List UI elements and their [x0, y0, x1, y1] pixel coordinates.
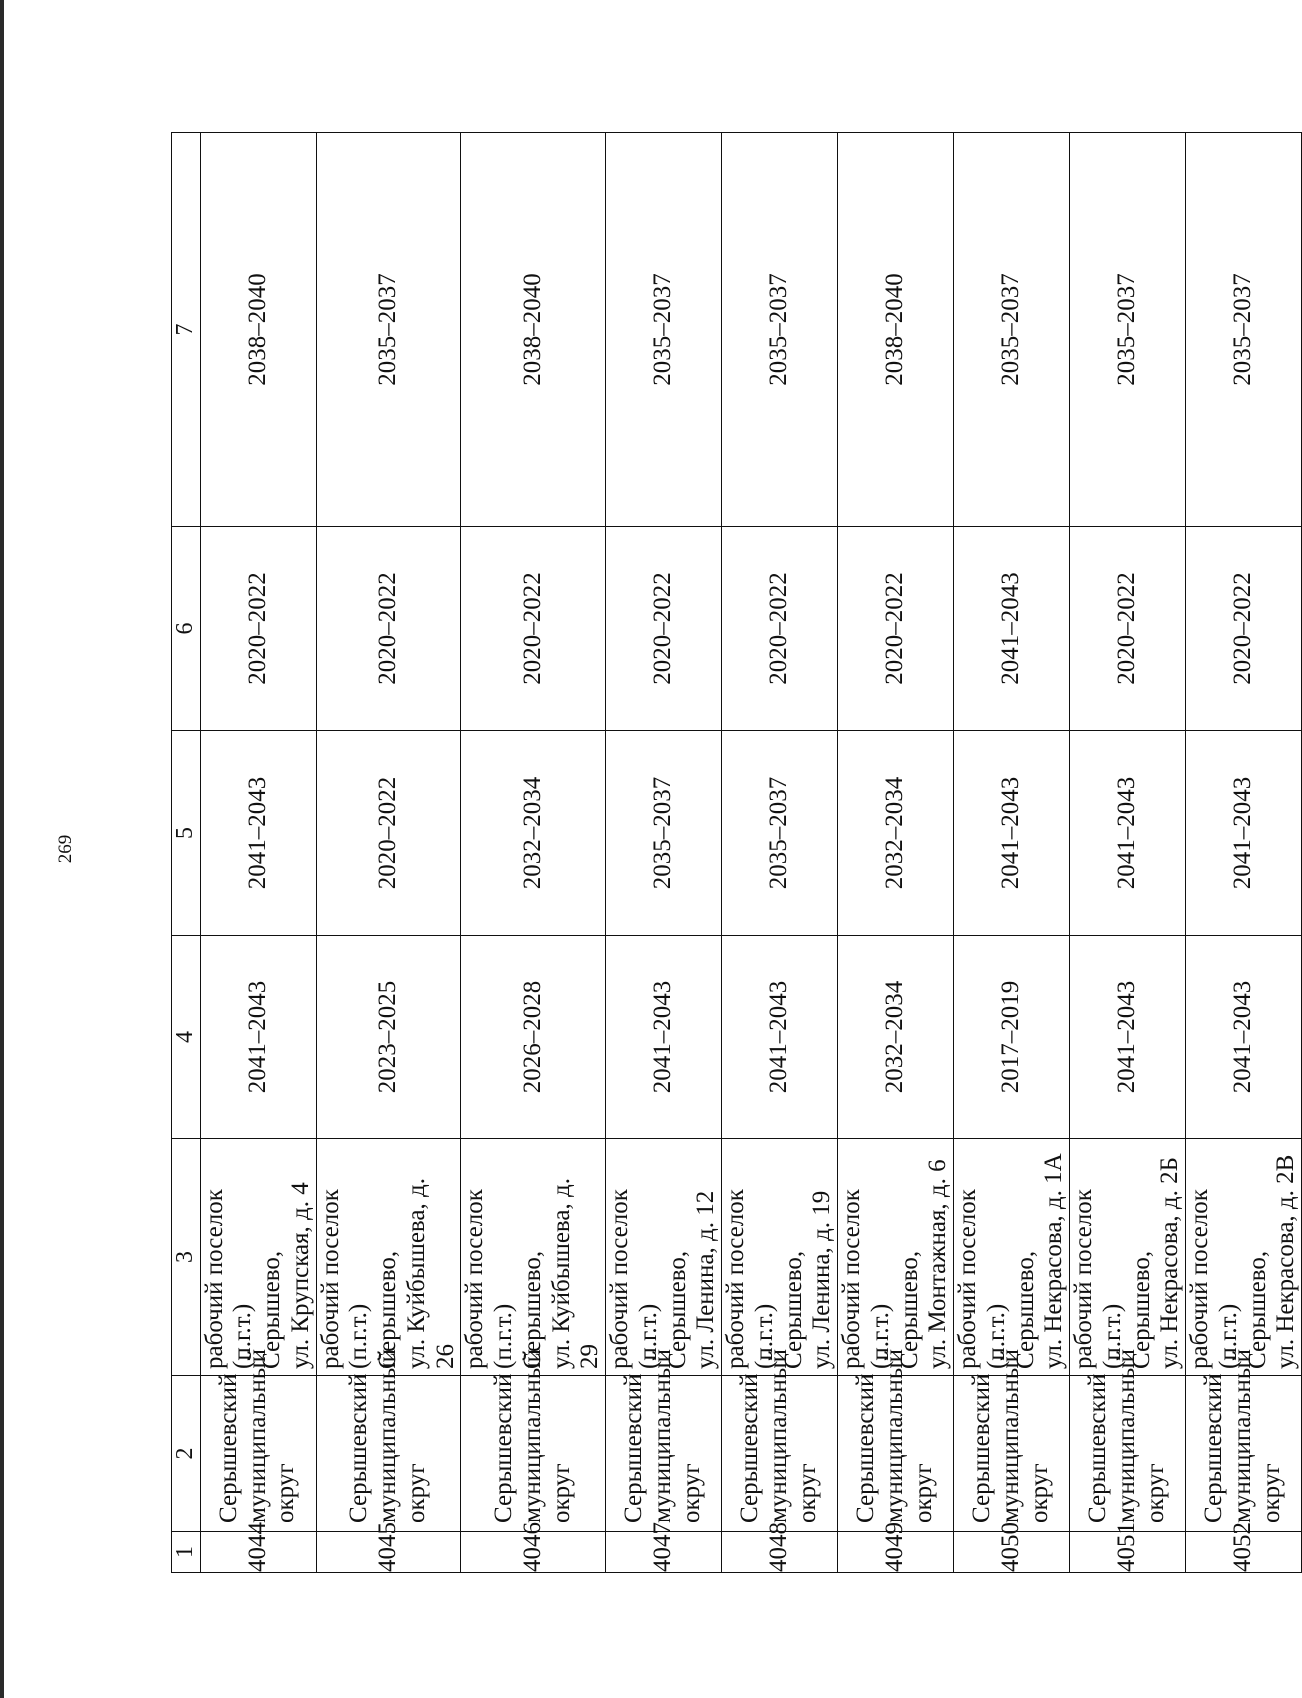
- district-line: округ: [547, 1463, 575, 1523]
- district-line: округ: [1257, 1463, 1285, 1523]
- address-line: Серышево,: [374, 1250, 402, 1369]
- district-line: округ: [909, 1463, 937, 1523]
- period-cell-7: 2035–2037: [722, 133, 838, 527]
- period-cell-5: 2041–2043: [954, 731, 1070, 936]
- district-line: муниципальный: [649, 1349, 677, 1523]
- district-line: Серышевский: [1084, 1373, 1112, 1523]
- period-cell-5: 2041–2043: [1186, 731, 1302, 936]
- district-line: муниципальный: [374, 1349, 402, 1523]
- district-line: Серышевский: [1200, 1373, 1228, 1523]
- district-line: муниципальный: [243, 1349, 271, 1523]
- address-line: рабочий поселок (п.г.т.): [1070, 1189, 1126, 1369]
- address-cell: [316, 1139, 461, 1376]
- district-cell: [722, 1349, 838, 1532]
- district-cell: [316, 1349, 461, 1532]
- period-cell-6: 2041–2043: [954, 527, 1070, 731]
- header-cell-2: 2: [172, 1376, 201, 1532]
- district-line: муниципальный: [518, 1349, 546, 1523]
- district-cell: [1070, 1349, 1186, 1532]
- address-line: Серышево,: [518, 1250, 546, 1369]
- district-line: муниципальный: [1229, 1349, 1257, 1523]
- row-number: 4052: [1186, 1532, 1302, 1573]
- address-line: рабочий поселок (п.г.т.): [1186, 1189, 1242, 1369]
- district-line: Серышевский: [345, 1373, 373, 1523]
- address-line: рабочий поселок (п.г.т.): [606, 1189, 662, 1369]
- address-line: ул. Куйбышева, д. 26: [402, 1178, 459, 1369]
- period-cell-7: 2035–2037: [1070, 133, 1186, 527]
- table-row: [722, 133, 838, 1573]
- address-line: ул. Некрасова, д. 2В: [1272, 1154, 1300, 1369]
- period-cell-6: 2020–2022: [606, 527, 722, 731]
- period-cell-4: 2026–2028: [461, 936, 606, 1139]
- table-row: [461, 133, 606, 1573]
- period-cell-7: 2035–2037: [316, 133, 461, 527]
- address-line: рабочий поселок (п.г.т.): [316, 1189, 373, 1369]
- address-line: рабочий поселок (п.г.т.): [722, 1189, 778, 1369]
- address-line: рабочий поселок (п.г.т.): [461, 1189, 518, 1369]
- district-cell: [200, 1349, 316, 1532]
- district-cell: [606, 1349, 722, 1532]
- district-line: округ: [272, 1463, 300, 1523]
- address-line: ул. Ленина, д. 19: [808, 1190, 836, 1369]
- table-row: [1070, 133, 1186, 1573]
- period-cell-4: 2017–2019: [954, 936, 1070, 1139]
- period-cell-4: 2041–2043: [200, 936, 316, 1139]
- schedule-table: [171, 132, 1302, 1573]
- header-cell-5: 5: [172, 731, 201, 936]
- district-line: Серышевский: [736, 1373, 764, 1523]
- scan-edge: [0, 0, 4, 1698]
- period-cell-7: 2035–2037: [1186, 133, 1302, 527]
- address-line: Серышево,: [663, 1250, 691, 1369]
- address-line: ул. Куйбышева, д. 29: [547, 1178, 604, 1369]
- address-cell: [954, 1139, 1070, 1376]
- district-line: муниципальный: [765, 1349, 793, 1523]
- address-line: рабочий поселок (п.г.т.): [200, 1189, 257, 1369]
- address-cell: [838, 1139, 954, 1376]
- address-line: ул. Крупская, д. 4: [286, 1182, 314, 1369]
- table-row: [606, 133, 722, 1573]
- table-row: [838, 133, 954, 1573]
- row-number: 4044: [200, 1532, 316, 1573]
- address-line: Серышево,: [1127, 1250, 1155, 1369]
- period-cell-5: 2035–2037: [606, 731, 722, 936]
- address-cell: [722, 1139, 838, 1376]
- address-cell: [1070, 1139, 1186, 1376]
- district-line: муниципальный: [1113, 1349, 1141, 1523]
- address-line: Серышево,: [258, 1250, 286, 1369]
- district-line: округ: [677, 1463, 705, 1523]
- header-cell-3: 3: [172, 1139, 201, 1376]
- header-cell-1: 1: [172, 1532, 201, 1573]
- address-line: ул. Ленина, д. 12: [692, 1190, 720, 1369]
- table-row: [954, 133, 1070, 1573]
- district-line: Серышевский: [620, 1373, 648, 1523]
- period-cell-4: 2041–2043: [606, 936, 722, 1139]
- page-number: 269: [55, 834, 76, 864]
- district-cell: [1186, 1349, 1302, 1532]
- row-number: 4045: [316, 1532, 461, 1573]
- address-cell: [1186, 1139, 1302, 1376]
- rotated-table-wrapper: [171, 133, 1300, 1573]
- period-cell-4: 2041–2043: [722, 936, 838, 1139]
- period-cell-6: 2020–2022: [722, 527, 838, 731]
- period-cell-7: 2038–2040: [461, 133, 606, 527]
- period-cell-6: 2020–2022: [316, 527, 461, 731]
- table-row: [316, 133, 461, 1573]
- period-cell-4: 2032–2034: [838, 936, 954, 1139]
- district-cell: [954, 1349, 1070, 1532]
- header-cell-7: 7: [172, 133, 201, 527]
- address-line: Серышево,: [1243, 1250, 1271, 1369]
- district-line: Серышевский: [490, 1373, 518, 1523]
- period-cell-7: 2035–2037: [954, 133, 1070, 527]
- period-cell-5: 2041–2043: [200, 731, 316, 936]
- address-line: рабочий поселок (п.г.т.): [954, 1189, 1010, 1369]
- district-line: Серышевский: [852, 1373, 880, 1523]
- address-cell: [200, 1139, 316, 1376]
- district-line: округ: [793, 1463, 821, 1523]
- period-cell-4: 2041–2043: [1186, 936, 1302, 1139]
- district-line: муниципальный: [997, 1349, 1025, 1523]
- district-line: Серышевский: [968, 1373, 996, 1523]
- address-line: ул. Некрасова, д. 2Б: [1156, 1156, 1184, 1369]
- row-number: 4048: [722, 1532, 838, 1573]
- period-cell-6: 2020–2022: [1070, 527, 1186, 731]
- period-cell-5: 2032–2034: [461, 731, 606, 936]
- district-line: округ: [1141, 1463, 1169, 1523]
- address-cell: [606, 1139, 722, 1376]
- period-cell-4: 2023–2025: [316, 936, 461, 1139]
- period-cell-5: 2035–2037: [722, 731, 838, 936]
- period-cell-7: 2038–2040: [838, 133, 954, 527]
- period-cell-6: 2020–2022: [838, 527, 954, 731]
- address-line: Серышево,: [779, 1250, 807, 1369]
- table-row: [1186, 133, 1302, 1573]
- row-number: 4046: [461, 1532, 606, 1573]
- row-number: 4050: [954, 1532, 1070, 1573]
- district-line: муниципальный: [881, 1349, 909, 1523]
- address-line: ул. Некрасова, д. 1А: [1040, 1153, 1068, 1369]
- period-cell-6: 2020–2022: [200, 527, 316, 731]
- address-line: Серышево,: [1011, 1250, 1039, 1369]
- row-number: 4049: [838, 1532, 954, 1573]
- period-cell-6: 2020–2022: [461, 527, 606, 731]
- period-cell-5: 2032–2034: [838, 731, 954, 936]
- header-cell-4: 4: [172, 936, 201, 1139]
- period-cell-5: 2020–2022: [316, 731, 461, 936]
- table-row: [200, 133, 316, 1573]
- header-cell-6: 6: [172, 527, 201, 731]
- period-cell-7: 2038–2040: [200, 133, 316, 527]
- district-line: округ: [1025, 1463, 1053, 1523]
- row-number: 4051: [1070, 1532, 1186, 1573]
- address-cell: [461, 1139, 606, 1376]
- header-row: [172, 133, 201, 1573]
- period-cell-5: 2041–2043: [1070, 731, 1186, 936]
- district-line: округ: [402, 1463, 430, 1523]
- address-line: рабочий поселок (п.г.т.): [838, 1189, 894, 1369]
- period-cell-6: 2020–2022: [1186, 527, 1302, 731]
- period-cell-7: 2035–2037: [606, 133, 722, 527]
- address-line: ул. Монтажная, д. 6: [924, 1159, 952, 1369]
- district-line: Серышевский: [214, 1373, 242, 1523]
- address-line: Серышево,: [895, 1250, 923, 1369]
- row-number: 4047: [606, 1532, 722, 1573]
- period-cell-4: 2041–2043: [1070, 936, 1186, 1139]
- district-cell: [461, 1349, 606, 1532]
- district-cell: [838, 1349, 954, 1532]
